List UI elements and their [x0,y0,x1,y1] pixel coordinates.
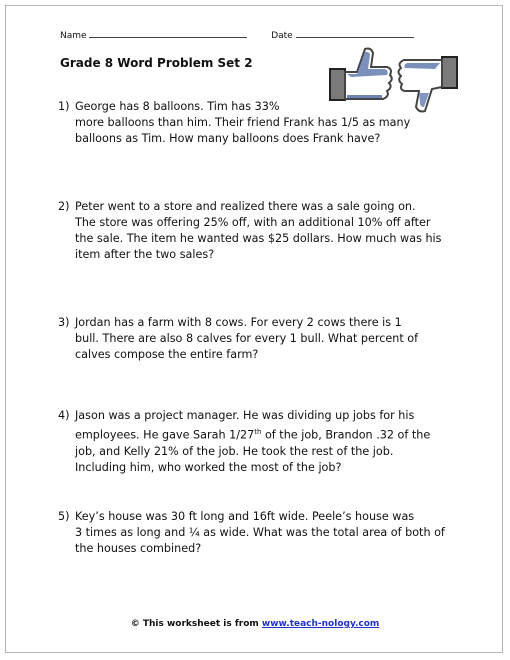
date-blank[interactable] [296,29,414,38]
thumbs-up-icon [330,49,392,101]
problem-text-before-sup: employees. He gave Sarah 1/27 [75,428,255,442]
header-fields [60,29,414,41]
problem-number: 2) [58,200,70,213]
problem-text-first: George has 8 balloons. Tim has 33% [75,100,280,113]
footer-link[interactable]: www.teach-nology.com [261,619,380,629]
problem-number: 4) [58,409,70,422]
name-label: Name [60,31,87,41]
date-label: Date [271,31,293,41]
name-blank[interactable] [89,29,247,38]
problem-number: 5) [58,510,70,523]
problem-text-first: Jordan has a farm with 8 cows. For every 2 cows there is 1 [75,316,402,329]
superscript-th: th [254,428,262,436]
problem-number: 3) [58,316,70,329]
problem-text-rest: The store was offering 25% off, with an additional 10% off after the sale. The item he wanted was $25 dollars. How much was his item after the two sales? [75,216,442,261]
problem-1 [58,99,448,147]
worksheet-title: Grade 8 Word Problem Set 2 [60,56,253,70]
problem-text-first: Jason was a project manager. He was dividing up jobs for his [75,409,415,422]
problem-text-rest: more balloons than him. Their friend Frank has 1/5 as many balloons as Tim. How many balloons does Frank have? [75,116,411,145]
problem-3 [58,315,448,363]
problem-text-rest [58,424,448,476]
problem-text-first: Key’s house was 30 ft long and 16ft wide. Peele’s house was [75,510,415,523]
problem-number: 1) [58,100,70,113]
problem-text-first: Peter went to a store and realized there was a sale going on. [75,200,416,213]
problem-text-rest: bull. There are also 8 calves for every 1 bull. What percent of calves compose the entire farm? [75,332,419,361]
footer-prefix: © This worksheet is from [130,619,262,629]
problem-4 [58,408,448,476]
problem-5 [58,509,448,557]
problem-2 [58,199,448,263]
problem-text-after-sup: of the job, Brandon .32 of the job, and Kelly 21% of the job. He took the rest of the job. Including him, who worked the most of the job? [75,428,431,474]
problem-text-rest: 3 times as long and ¼ as wide. What was the total area of both of the houses combined? [75,526,445,555]
footer-credit [0,619,510,629]
